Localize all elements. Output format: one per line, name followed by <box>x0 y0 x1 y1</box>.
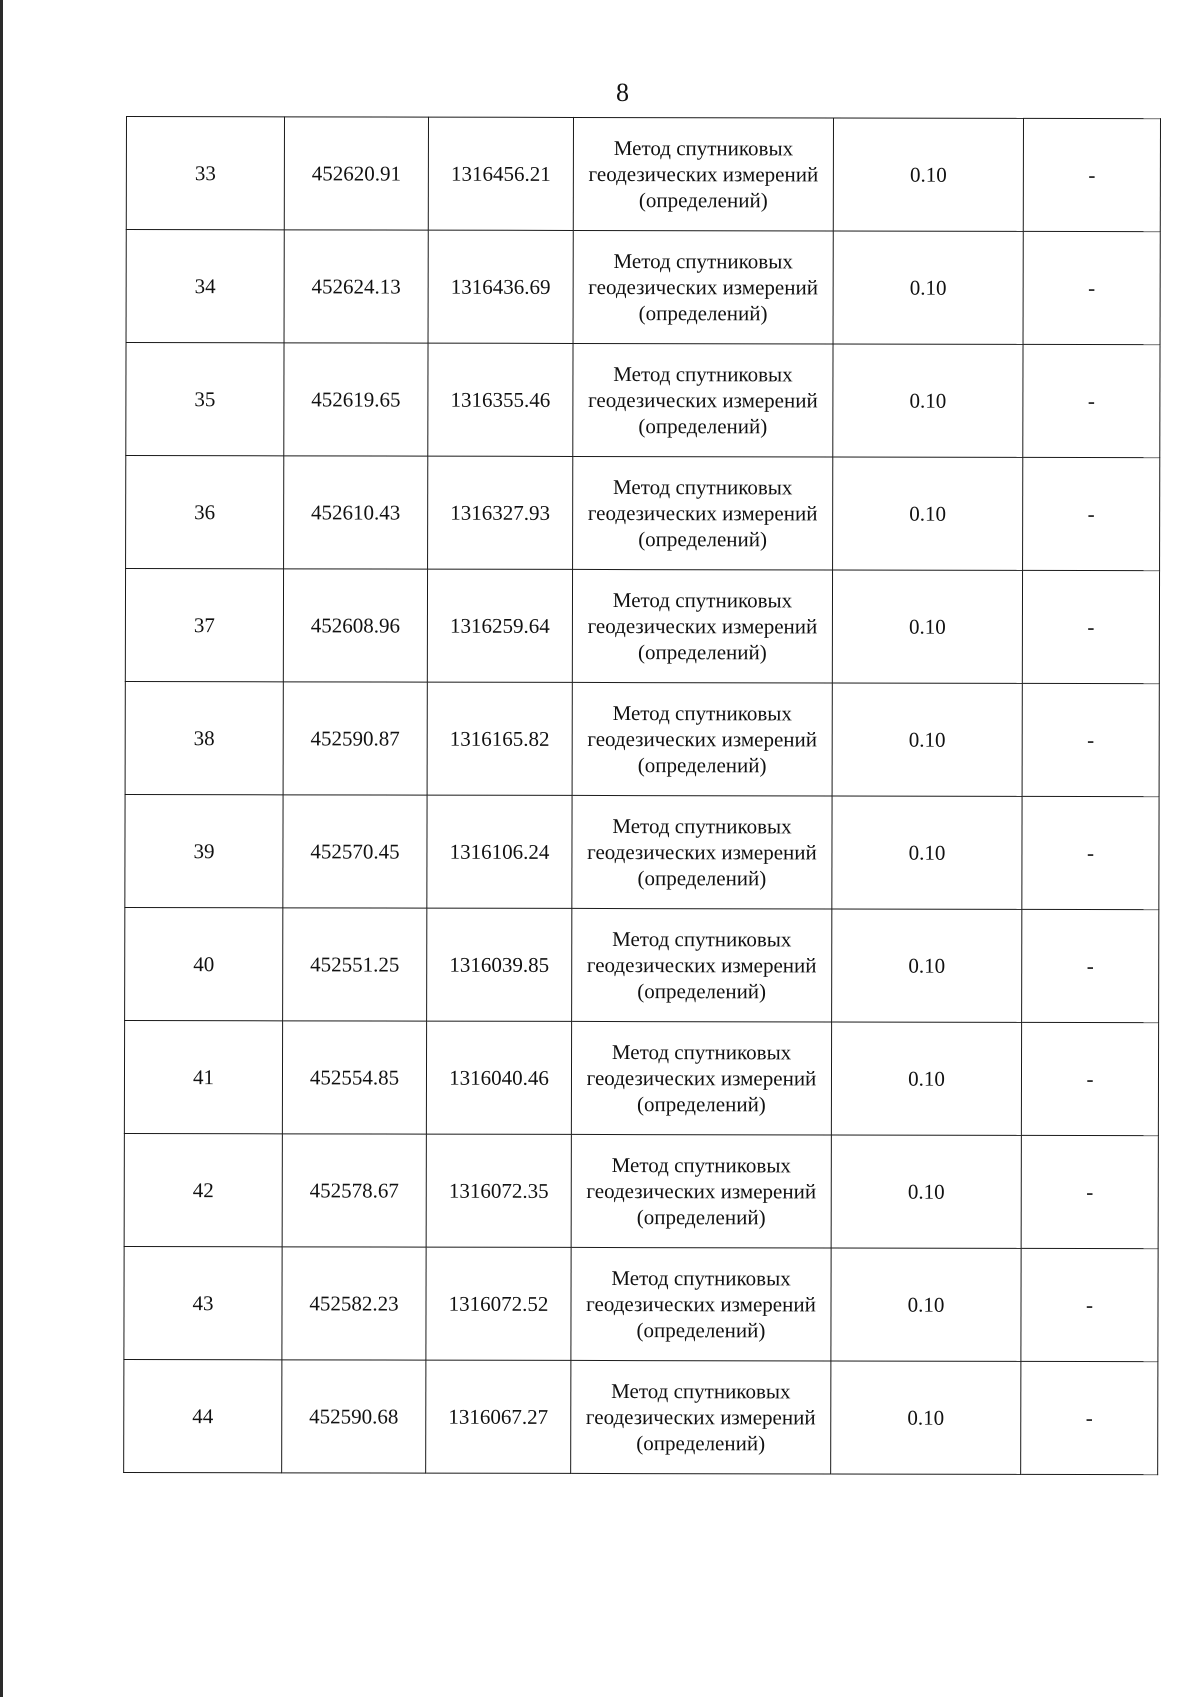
description-cell: - <box>1023 344 1160 457</box>
method-cell: Метод спутниковых геодезических измерений (определений) <box>571 1360 831 1474</box>
x-coordinate-cell: 452624.13 <box>284 230 428 343</box>
point-number-cell: 33 <box>126 117 284 230</box>
method-cell: Метод спутниковых геодезических измерений (определений) <box>571 1134 831 1248</box>
x-coordinate-cell: 452619.65 <box>284 343 428 456</box>
description-cell: - <box>1021 1361 1158 1474</box>
y-coordinate-cell: 1316456.21 <box>428 117 573 230</box>
table-row <box>124 1133 1158 1248</box>
description-cell: - <box>1023 231 1160 344</box>
accuracy-cell: 0.10 <box>833 344 1023 457</box>
y-coordinate-cell: 1316039.85 <box>427 908 572 1021</box>
y-coordinate-cell: 1316040.46 <box>426 1021 571 1134</box>
point-number-cell: 36 <box>126 456 284 569</box>
method-cell: Метод спутниковых геодезических измерений (определений) <box>572 795 832 909</box>
table-row <box>125 569 1159 684</box>
accuracy-cell: 0.10 <box>831 1022 1021 1135</box>
accuracy-cell: 0.10 <box>831 1361 1021 1474</box>
point-number-cell: 35 <box>126 343 284 456</box>
point-number-cell: 34 <box>126 230 284 343</box>
x-coordinate-cell: 452610.43 <box>284 456 428 569</box>
accuracy-cell: 0.10 <box>831 1248 1021 1361</box>
x-coordinate-cell: 452620.91 <box>284 117 428 230</box>
point-number-cell: 37 <box>125 569 283 682</box>
accuracy-cell: 0.10 <box>833 118 1023 231</box>
accuracy-cell: 0.10 <box>832 570 1022 683</box>
accuracy-cell: 0.10 <box>831 1135 1021 1248</box>
accuracy-cell: 0.10 <box>833 457 1023 570</box>
x-coordinate-cell: 452570.45 <box>283 795 427 908</box>
method-cell: Метод спутниковых геодезических измерений (определений) <box>572 908 832 1022</box>
point-number-cell: 38 <box>125 681 283 794</box>
table-row <box>125 794 1159 909</box>
description-cell: - <box>1021 1022 1158 1135</box>
description-cell: - <box>1021 1135 1158 1248</box>
accuracy-cell: 0.10 <box>832 683 1022 796</box>
table-row <box>126 230 1160 345</box>
point-number-cell: 43 <box>124 1246 282 1359</box>
table-row <box>126 456 1160 571</box>
x-coordinate-cell: 452554.85 <box>282 1021 426 1134</box>
point-number-cell: 41 <box>124 1020 282 1133</box>
x-coordinate-cell: 452590.87 <box>283 682 427 795</box>
x-coordinate-cell: 452578.67 <box>282 1134 426 1247</box>
accuracy-cell: 0.10 <box>833 231 1023 344</box>
table-row <box>126 343 1160 458</box>
table-row <box>126 117 1160 232</box>
description-cell: - <box>1022 683 1159 796</box>
y-coordinate-cell: 1316072.35 <box>426 1134 571 1247</box>
method-cell: Метод спутниковых геодезических измерений (определений) <box>571 1021 831 1135</box>
y-coordinate-cell: 1316259.64 <box>427 569 572 682</box>
table-row <box>124 1359 1158 1474</box>
method-cell: Метод спутниковых геодезических измерений (определений) <box>573 456 833 570</box>
table-row <box>124 1246 1158 1361</box>
method-cell: Метод спутниковых геодезических измерений (определений) <box>571 1247 831 1361</box>
y-coordinate-cell: 1316072.52 <box>426 1247 571 1360</box>
x-coordinate-cell: 452551.25 <box>283 908 427 1021</box>
point-number-cell: 42 <box>124 1133 282 1246</box>
point-number-cell: 40 <box>125 907 283 1020</box>
accuracy-cell: 0.10 <box>832 909 1022 1022</box>
description-cell: - <box>1022 570 1159 683</box>
description-cell: - <box>1022 909 1159 1022</box>
accuracy-cell: 0.10 <box>832 796 1022 909</box>
point-number-cell: 39 <box>125 794 283 907</box>
page-number: 8 <box>616 78 629 107</box>
method-cell: Метод спутниковых геодезических измерений (определений) <box>573 230 833 344</box>
y-coordinate-cell: 1316067.27 <box>426 1360 571 1473</box>
method-cell: Метод спутниковых геодезических измерений (определений) <box>573 117 833 231</box>
coordinates-table <box>123 116 1161 1475</box>
method-cell: Метод спутниковых геодезических измерений (определений) <box>572 569 832 683</box>
scan-edge-line <box>0 0 3 1697</box>
table-row <box>125 681 1159 796</box>
method-cell: Метод спутниковых геодезических измерений (определений) <box>572 682 832 796</box>
y-coordinate-cell: 1316165.82 <box>427 682 572 795</box>
y-coordinate-cell: 1316327.93 <box>428 456 573 569</box>
description-cell: - <box>1023 118 1160 231</box>
y-coordinate-cell: 1316106.24 <box>427 795 572 908</box>
y-coordinate-cell: 1316436.69 <box>428 230 573 343</box>
description-cell: - <box>1022 796 1159 909</box>
x-coordinate-cell: 452582.23 <box>282 1247 426 1360</box>
y-coordinate-cell: 1316355.46 <box>428 343 573 456</box>
x-coordinate-cell: 452590.68 <box>282 1360 426 1473</box>
table-row <box>125 907 1159 1022</box>
description-cell: - <box>1021 1248 1158 1361</box>
point-number-cell: 44 <box>124 1359 282 1472</box>
method-cell: Метод спутниковых геодезических измерений (определений) <box>573 343 833 457</box>
x-coordinate-cell: 452608.96 <box>283 569 427 682</box>
description-cell: - <box>1023 457 1160 570</box>
table-row <box>124 1020 1158 1135</box>
